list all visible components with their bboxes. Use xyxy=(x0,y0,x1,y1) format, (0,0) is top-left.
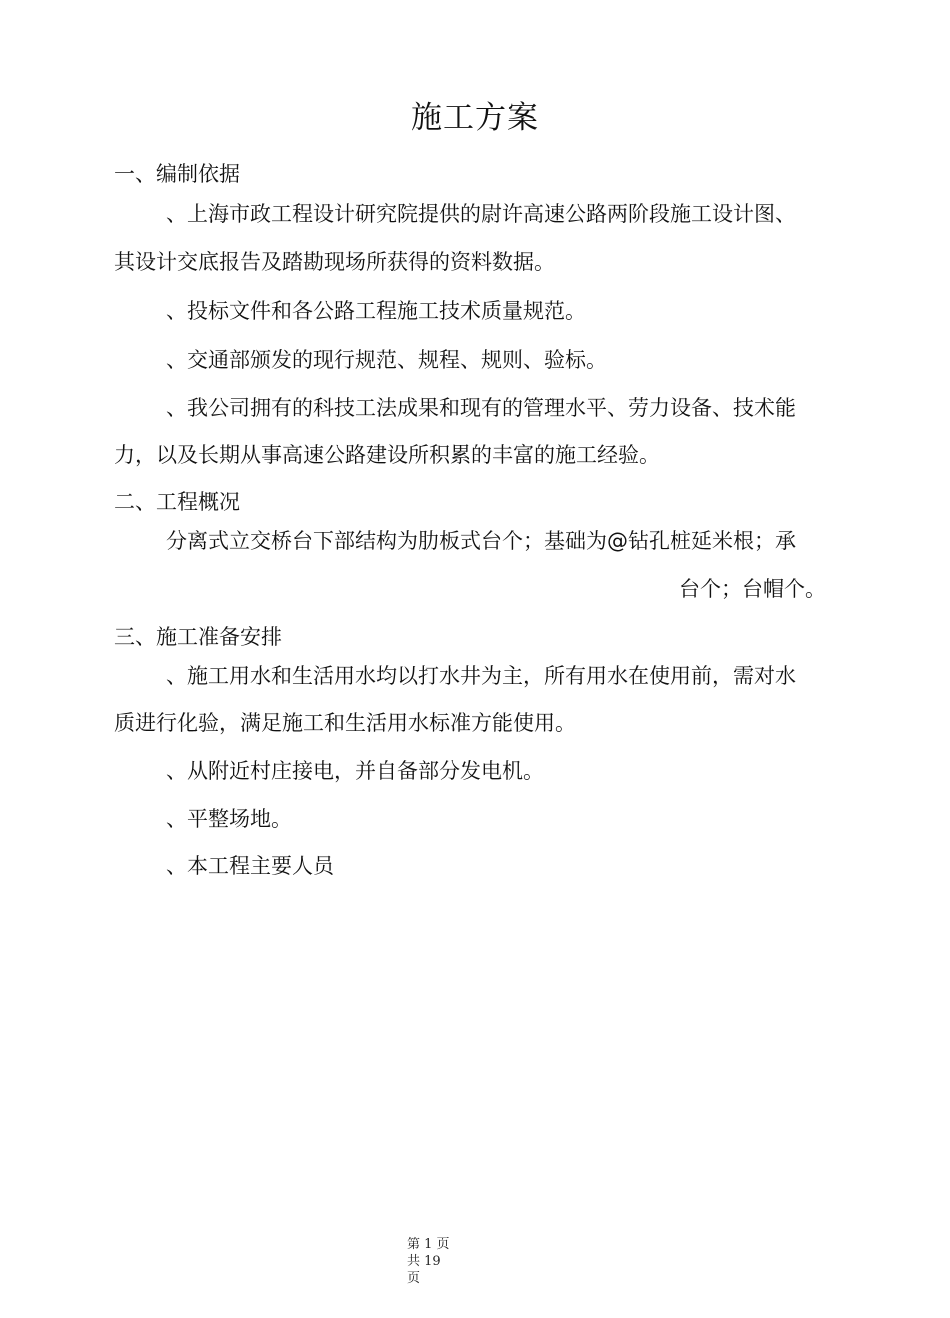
section-heading-basis: 一、编制依据 xyxy=(114,162,240,186)
preparation-item-1-line-1: 、施工用水和生活用水均以打水井为主，所有用水在使用前，需对水 xyxy=(166,664,796,688)
overview-text-line-2: 台个；台帽个。 xyxy=(679,577,826,601)
basis-item-4-line-1: 、我公司拥有的科技工法成果和现有的管理水平、劳力设备、技术能 xyxy=(166,396,796,420)
preparation-item-2: 、从附近村庄接电，并自备部分发电机。 xyxy=(166,759,544,783)
preparation-item-3: 、平整场地。 xyxy=(166,807,292,831)
page-total: 共 19 xyxy=(407,1254,441,1269)
overview-text-line-1: 分离式立交桥台下部结构为肋板式台个；基础为@钻孔桩延米根；承 xyxy=(166,529,796,553)
basis-item-1-line-1: 、上海市政工程设计研究院提供的尉许高速公路两阶段施工设计图、 xyxy=(166,202,796,226)
page-footer xyxy=(407,1236,450,1287)
basis-item-3: 、交通部颁发的现行规范、规程、规则、验标。 xyxy=(166,348,607,372)
basis-item-1-line-2: 其设计交底报告及踏勘现场所获得的资料数据。 xyxy=(114,250,555,274)
document-title: 施工方案 xyxy=(411,100,539,136)
page-total-suffix: 页 xyxy=(407,1271,421,1286)
preparation-item-4: 、本工程主要人员 xyxy=(166,854,334,878)
section-heading-overview: 二、工程概况 xyxy=(114,490,240,514)
page-number: 第 1 页 xyxy=(407,1237,450,1252)
preparation-item-1-line-2: 质进行化验，满足施工和生活用水标准方能使用。 xyxy=(114,711,576,735)
basis-item-4-line-2: 力，以及长期从事高速公路建设所积累的丰富的施工经验。 xyxy=(114,443,660,467)
basis-item-2: 、投标文件和各公路工程施工技术质量规范。 xyxy=(166,299,586,323)
section-heading-preparation: 三、施工准备安排 xyxy=(114,625,282,649)
